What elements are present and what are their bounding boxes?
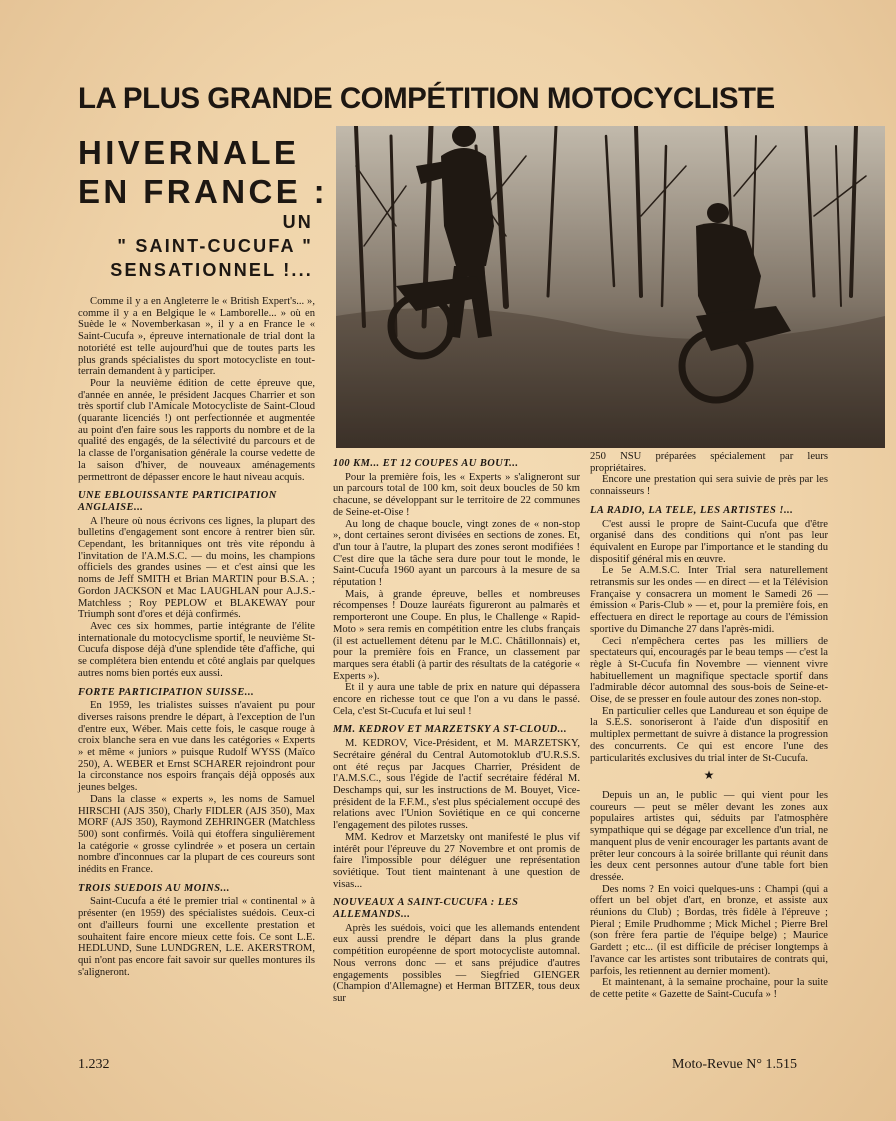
subtitle-line-2: " SAINT-CUCUFA " <box>117 236 313 256</box>
paragraph: 250 NSU préparées spécialement par leurs propriétaires. <box>590 451 828 474</box>
column-3 <box>590 451 828 1001</box>
paragraph: Depuis un an, le public — qui vient pour les coureurs — peut se mêler devant les zones aux populaires artistes qui, séduits par l'atmosphère sympathique qui se dégage par excellence d'un trial, ne manquent plus de venir encourager les partants avant de prêter leur concours à la soirée brillante qui réunit dans les deux cent personnes autour d'une table fort bien dressée. <box>590 789 828 883</box>
column-1 <box>78 296 315 978</box>
paragraph: Avec ces six hommes, partie intégrante de l'élite internationale du motocyclisme sportif, le neuvième St-Cucufa dispose déjà d'une splendide tête d'affiche, qui se complétera bien entendu et côté anglais par quelques autres noms bien portés eux aussi. <box>78 620 315 679</box>
paragraph: Saint-Cucufa a été le premier trial « continental » à présenter (en 1959) des spécialistes suédois. Ceux-ci ont d'ailleurs fourni une excellente prestation et souhaitent faire encore mieux cette fois. Ce sont L.E. HEDLUND, Sune LUNDGREN, L.E. AKERSTROM, qui n'ont pas encore fait savoir sur quelles montures ils s'aligneront. <box>78 896 315 978</box>
paragraph: Encore une prestation qui sera suivie de près par les connaisseurs ! <box>590 474 828 498</box>
column-2 <box>333 451 580 1005</box>
section-heading: LA RADIO, LA TELE, LES ARTISTES !... <box>590 504 794 516</box>
paragraph: Le 5e A.M.S.C. Inter Trial sera naturellement retransmis sur les ondes — en direct — et la Télévision Française y consacrera un moment le Samedi 26 — émission « Paris-Club » — et, pour la première fois, en effectuera en direct le reportage au cours de l'émission sportive du Dimanche 27 dans l'après-midi. <box>590 565 828 635</box>
paragraph: En particulier celles que Landureau et son équipe de la S.E.S. sonoriseront à l'aide d'un dispositif en multiplex permettant de suivre à distance la progression des concurrents. Ce qui est encore l'une des particularités exclusives du trial inter de St-Cucufa. <box>590 705 828 764</box>
paragraph: Mais, à grande épreuve, belles et nombreuses récompenses ! Douze lauréats figureront au palmarès et remporteront une Coupe. En plus, le Challenge « Rapid-Moto » sera remis en compétition entre les clubs français (il est actuellement détenu par le M.C. Châtillonnais) et, pour la première fois en France, un classement par marques sera établi (à partir des résultats de la catégorie « Experts »). <box>333 588 580 682</box>
subtitle-line-1: UN <box>282 212 313 232</box>
paragraph: MM. Kedrov et Marzetsky ont manifesté le plus vif intérêt pour l'épreuve du 27 Novembre et ont promis de faire l'impossible pour déléguer une représentation soviétique. Tout tient maintenant à une question de visas... <box>333 831 580 890</box>
title-line-2: EN FRANCE : <box>78 173 329 210</box>
section-heading: MM. KEDROV ET MARZETSKY A ST-CLOUD... <box>333 724 567 736</box>
section-heading: UNE EBLOUISSANTE PARTICIPATION ANGLAISE... <box>78 490 277 513</box>
paragraph: Après les suédois, voici que les allemands entendent eux aussi prendre le départ dans la plus grande compétition européenne de sport motocycliste automnal. Nous verrons donc — et sans préjudice d'autres engagements possibles — Siegfried GIENGER (Champion d'Allemagne) et Herman BITZER, tous deux sur <box>333 922 580 1004</box>
paragraph: A l'heure où nous écrivons ces lignes, la plupart des bulletins d'engagement sont encore à rentrer bien sûr. Cependant, les britanniques ont très vite répondu à l'invitation de l'A.M.S.C. — du moins, les champions officiels des grandes usines — et c'est ainsi que les noms de Jeff SMITH et Brian MARTIN pour B.S.A. ; Gordon JACKSON et Mac LAUGHLAN pour A.J.S.-Matchless ; Roy PEPLOW et BLAKEWAY pour Triumph sont d'ores et déjà confirmés. <box>78 515 315 621</box>
paragraph: Au long de chaque boucle, vingt zones de « non-stop », dont certaines seront divisées en sections de zones. Et, d'un tour à l'autre, la plupart des zones seront modifiées ! C'est dire que la tâche sera dure pour tout le monde, le Saint-Cucufa 1960 ayant un parcours à la mesure de sa réputation ! <box>333 518 580 589</box>
headline: LA PLUS GRANDE COMPÉTITION MOTOCYCLISTE <box>78 82 775 115</box>
paragraph: Des noms ? En voici quelques-uns : Champi (qui a offert un bel objet d'art, en bronze, et assiste aux réunions du Club) ; Bordas, très fidèle à l'épreuve ; Pieral ; Emile Prudhomme ; Mick Michel ; Pierre Brel (son frère fera partie de l'équipe belge) ; Maurice Gardett ; etc... (il est difficile de préciser longtemps à l'avance car les artistes sont tributaires de contrats qui, parfois, les retiennent au dernier moment). <box>590 883 828 977</box>
paragraph: C'est aussi le propre de Saint-Cucufa que d'être organisé dans des conditions qui n'ont pas leur équivalent en Europe par l'importance et le standing du dispositif général mis en œuvre. <box>590 518 828 565</box>
section-heading: TROIS SUEDOIS AU MOINS... <box>78 882 230 894</box>
title <box>78 133 328 211</box>
section-heading: FORTE PARTICIPATION SUISSE... <box>78 686 255 698</box>
paragraph: Dans la classe « experts », les noms de Samuel HIRSCHI (AJS 350), Charly FIDLER (AJS 350), Max MORF (AJS 350), Raymond ZEHRINGER (Matchless 500) sont confirmés. Voilà qui étoffera singulièrement la catégorie « grosse cylindrée » et posera un certain nombre d'inconnues car la plupart de ces coureurs sont inédits en France. <box>78 793 315 876</box>
paragraph: Ceci n'empêchera certes pas les milliers de spectateurs qui, encouragés par le beau temps — c'est la règle à St-Cucufa fin Novembre — viennent vivre habituellement un magnifique spectacle sportif dans l'admirable décor automnal des sous-bois de Seine-et-Oise, de se presser en foule autour des zones non-stop. <box>590 635 828 706</box>
paragraph: Comme il y a en Angleterre le « British Expert's... », comme il y a en Belgique le « Lamborelle... » où en Suède le « Novemberkasan », il y a en France le « Saint-Cucufa », épreuve internationale de trial dont la notoriété est telle aujourd'hui que de toutes parts les plus grands spécialistes du sport motocycliste en tout-terrain demandent à y participer. <box>78 296 315 378</box>
subtitle <box>78 210 313 282</box>
paragraph: Pour la neuvième édition de cette épreuve que, d'année en année, le président Jacques Charrier et son très sportif club l'Amicale Motocycliste de Saint-Cloud (quarante licenciés !) ont perfectionnée et augmentée au point d'en faire sous les rapports du nombre et de la qualité des engagés, de la sélectivité du parcours et de la classe de l'organisation générale la course vedette de la saison d'hiver, de nouveaux aménagements permettront de dépasser encore le haut niveau acquis. <box>78 377 315 483</box>
paragraph: Pour la première fois, les « Experts » s'aligneront sur un parcours total de 100 km, soit deux boucles de 50 km chacune, se développant sur le territoire de 22 communes de Seine-et-Oise ! <box>333 471 580 518</box>
title-line-1: HIVERNALE <box>78 134 300 171</box>
page-number: 1.232 <box>78 1057 110 1072</box>
magazine-issue: Moto-Revue N° 1.515 <box>672 1057 797 1072</box>
article-photo <box>336 126 885 448</box>
photo-image <box>336 126 885 448</box>
section-heading: NOUVEAUX A SAINT-CUCUFA : LES ALLEMANDS... <box>333 897 519 921</box>
star-separator: ★ <box>703 768 715 783</box>
paragraph: En 1959, les trialistes suisses n'avaient pu pour diverses raisons prendre le départ, à l'exception de l'un d'entre eux, Wéber. Mais cette fois, le casque rouge à croix blanche sera en vue dans les catégories « Experts » et même « juniors » puisque Rudolf WYSS (Maïco 250), A. WEBER et Ernst SCHARER rejoindront pour la circonstance nos espoirs français déjà opposés aux jeunes belges. <box>78 700 315 794</box>
paragraph: M. KEDROV, Vice-Président, et M. MARZETSKY, Secrétaire général du Central Automotoklub d'U.R.S.S. ont été reçus par Jacques Charrier, Président de l'A.M.S.C., sous l'égide de l'actif secrétaire fédéral M. Deschamps qui, sur les instructions de M. Bouyet, Vice-président de la F.F.M., s'est plus spécialement occupé des relations avec l'Union Soviétique en ce qui concerne l'engagement des pilotes russes. <box>333 738 580 832</box>
paragraph: Et maintenant, à la semaine prochaine, pour la suite de cette petite « Gazette de Saint-Cucufa » ! <box>590 977 828 1000</box>
paragraph: Et il y aura une table de prix en nature qui dépassera encore en richesse tout ce que l'on a vu dans le passé. Cela, c'est St-Cucufa et lui seul ! <box>333 682 580 717</box>
section-heading: 100 KM... ET 12 COUPES AU BOUT... <box>333 458 519 469</box>
subtitle-line-3: SENSATIONNEL !... <box>110 260 313 280</box>
